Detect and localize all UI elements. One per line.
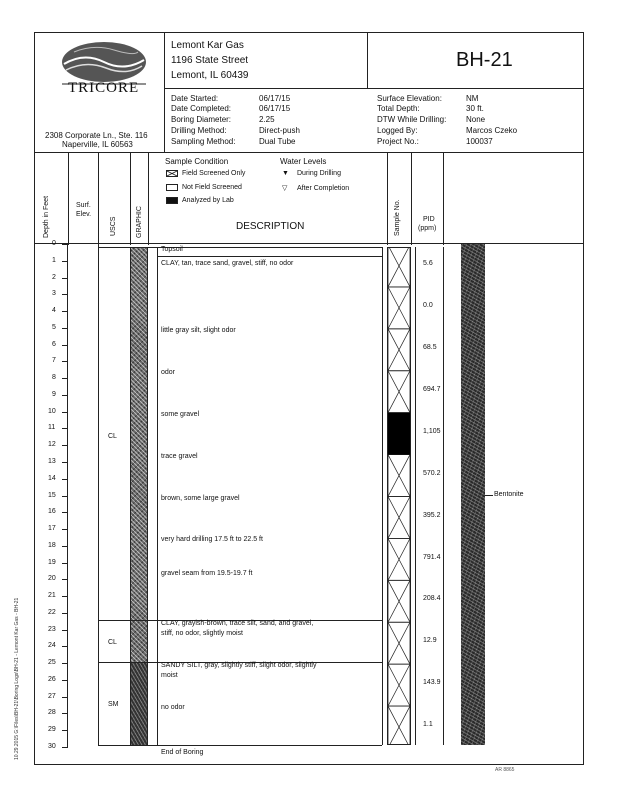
detail-label: Date Completed: (171, 104, 232, 113)
depth-tick-mark (62, 747, 67, 748)
description-text: odor (161, 368, 176, 376)
address-line1: 2308 Corporate Ln., Ste. 116 (45, 131, 148, 140)
sample-interval (388, 580, 410, 622)
depth-tick-label: 12 (48, 441, 56, 449)
pid-unit-header: (ppm) (418, 225, 437, 232)
legend-during-drilling: During Drilling (297, 170, 341, 177)
description-text: moist (161, 672, 178, 680)
pid-value: 12.9 (423, 637, 437, 645)
boring-id: BH-21 (456, 49, 513, 71)
depth-tick-mark (62, 730, 67, 731)
legend-water-title: Water Levels (280, 157, 327, 166)
depth-tick-label: 24 (48, 642, 56, 650)
detail-value: Direct-push (259, 126, 300, 135)
legend-not-screened: Not Field Screened (182, 184, 242, 191)
depth-tick-label: 18 (48, 541, 56, 549)
side-note: 10.29.2015 G:\Files\BH-21\Boring Logs\BH-21 - Lemont Kar Gas - BH-21 (14, 597, 20, 760)
sample-interval (388, 664, 410, 706)
depth-tick-label: 8 (52, 374, 56, 382)
sample-interval (388, 538, 410, 580)
logo-text: TRICORE (68, 80, 140, 96)
detail-value: Marcos Czeko (466, 126, 518, 135)
depth-tick-label: 28 (48, 709, 56, 717)
detail-label: Drilling Method: (171, 126, 227, 135)
sample-no-header: Sample No. (394, 199, 401, 236)
log-top-line (98, 247, 382, 248)
depth-tick-label: 17 (48, 525, 56, 533)
description-left-line (157, 247, 158, 745)
pid-value: 5.6 (423, 260, 433, 268)
field-screened-swatch (166, 170, 178, 177)
depth-tick-mark (62, 563, 67, 564)
depth-tick-label: 5 (52, 323, 56, 331)
description-text: stiff, no odor, slightly moist (161, 630, 243, 638)
description-text: CLAY, grayish-brown, trace silt, sand, and gravel, (161, 620, 314, 628)
uscs-code: CL (108, 432, 117, 440)
depth-tick-mark (62, 646, 67, 647)
sample-interval (388, 371, 410, 413)
not-screened-swatch (166, 184, 178, 191)
depth-tick-label: 10 (48, 407, 56, 415)
pid-header: PID (423, 216, 435, 223)
depth-tick-mark (62, 663, 67, 664)
depth-tick-label: 21 (48, 592, 56, 600)
depth-tick-mark (62, 680, 67, 681)
footer-marks: AR 8865 (495, 767, 515, 773)
depth-tick-mark (62, 345, 67, 346)
depth-tick-label: 26 (48, 675, 56, 683)
depth-tick-label: 27 (48, 692, 56, 700)
depth-tick-label: 20 (48, 575, 56, 583)
sample-interval (388, 706, 410, 744)
depth-tick-label: 2 (52, 273, 56, 281)
site-city: Lemont, IL 60439 (171, 70, 249, 81)
col-divider (98, 152, 99, 745)
depth-tick-mark (62, 697, 67, 698)
depth-tick-mark (62, 311, 67, 312)
description-text: CLAY, tan, trace sand, gravel, stiff, no odor (161, 259, 294, 267)
col-divider (68, 152, 69, 245)
legend-sample-title: Sample Condition (165, 157, 229, 166)
pid-value: 208.4 (423, 595, 441, 603)
detail-value: None (466, 115, 486, 124)
bentonite-label: Bentonite (494, 491, 524, 498)
detail-label: Logged By: (377, 126, 418, 135)
surf-header: Surf. (76, 202, 91, 209)
depth-tick-mark (62, 546, 67, 547)
depth-tick-label: 23 (48, 625, 56, 633)
depth-tick-label: 16 (48, 508, 56, 516)
detail-value: 100037 (466, 137, 493, 146)
depth-tick-mark (62, 479, 67, 480)
description-right-line (382, 247, 383, 745)
pid-value: 1.1 (423, 721, 433, 729)
log-bottom-line (98, 745, 382, 746)
depth-tick-mark (62, 630, 67, 631)
depth-tick-mark (62, 278, 67, 279)
sample-interval (388, 329, 410, 371)
description-text: brown, some large gravel (161, 494, 240, 502)
detail-value: NM (466, 94, 479, 103)
depth-tick-mark (62, 529, 67, 530)
sample-column (387, 247, 411, 745)
detail-label: Boring Diameter: (171, 115, 232, 124)
depth-tick-label: 25 (48, 659, 56, 667)
depth-tick-mark (62, 596, 67, 597)
description-text: End of Boring (161, 749, 204, 757)
col-divider (411, 152, 412, 245)
depth-tick-mark (62, 579, 67, 580)
sample-interval (388, 455, 410, 497)
analyzed-sample-block (388, 413, 410, 455)
soil-graphic-silt (130, 662, 148, 745)
graphic-header: GRAPHIC (136, 206, 143, 238)
depth-tick-mark (62, 496, 67, 497)
elev-header: Elev. (76, 211, 92, 218)
description-text: Topsoil (161, 246, 183, 254)
bentonite-fill (461, 244, 485, 745)
depth-tick-label: 0 (52, 240, 56, 247)
sample-interval (388, 497, 410, 539)
depth-tick-label: 15 (48, 491, 56, 499)
description-text: SANDY SILT, gray, slightly stiff, slight odor, slightly (161, 662, 317, 670)
pid-value: 68.5 (423, 343, 437, 351)
pid-right-line (443, 247, 444, 745)
col-divider (387, 152, 388, 245)
logo-divider (164, 32, 165, 152)
address-line2: Naperville, IL 60563 (62, 140, 133, 149)
description-text: no odor (161, 704, 185, 712)
sample-interval (388, 287, 410, 329)
detail-label: DTW While Drilling: (377, 115, 447, 124)
depth-tick-mark (62, 512, 67, 513)
depth-tick-mark (62, 395, 67, 396)
col-divider (148, 152, 149, 245)
description-text: very hard drilling 17.5 ft to 22.5 ft (161, 536, 263, 544)
pid-value: 1,105 (423, 427, 441, 435)
detail-value: 2.25 (259, 115, 275, 124)
depth-tick-label: 9 (52, 390, 56, 398)
uscs-code: CL (108, 639, 117, 647)
description-text: little gray silt, slight odor (161, 326, 236, 334)
depth-tick-mark (62, 462, 67, 463)
column-header-line (34, 243, 584, 244)
depth-tick-mark (62, 294, 67, 295)
col-divider (130, 152, 131, 245)
analyzed-swatch (166, 197, 178, 204)
depth-tick-label: 3 (52, 290, 56, 298)
uscs-code: SM (108, 701, 119, 709)
sample-intervals (388, 248, 410, 744)
depth-tick-mark (62, 412, 67, 413)
depth-tick-mark (62, 613, 67, 614)
depth-tick-label: 1 (52, 256, 56, 264)
depth-tick-label: 6 (52, 340, 56, 348)
description-text: gravel seam from 19.5-19.7 ft (161, 569, 253, 577)
depth-tick-label: 30 (48, 743, 56, 750)
legend-after-completion: After Completion (297, 185, 350, 192)
pid-value: 570.2 (423, 469, 441, 477)
pid-left-line (415, 247, 416, 745)
down-triangle-icon: ▼ (282, 170, 289, 177)
header-divider (164, 88, 584, 89)
detail-value: Dual Tube (259, 137, 296, 146)
depth-tick-label: 4 (52, 307, 56, 315)
description-header: DESCRIPTION (236, 221, 305, 232)
detail-value: 30 ft. (466, 104, 484, 113)
site-name: Lemont Kar Gas (171, 40, 244, 51)
detail-label: Date Started: (171, 94, 219, 103)
detail-label: Total Depth: (377, 104, 420, 113)
depth-tick-label: 29 (48, 726, 56, 734)
detail-value: 06/17/15 (259, 94, 291, 103)
sample-interval (388, 622, 410, 664)
site-street: 1196 State Street (171, 55, 249, 66)
depth-tick-mark (62, 713, 67, 714)
depth-tick-label: 19 (48, 558, 56, 566)
depth-header: Depth in Feet (43, 195, 50, 238)
header-bottom-line (34, 152, 584, 153)
depth-tick-mark (62, 428, 67, 429)
sample-interval (388, 248, 410, 287)
col-divider (443, 152, 444, 245)
detail-label: Sampling Method: (171, 137, 236, 146)
depth-tick-label: 7 (52, 357, 56, 365)
pid-value: 395.2 (423, 511, 441, 519)
detail-value: 06/17/15 (259, 104, 291, 113)
pid-value: 143.9 (423, 679, 441, 687)
pid-value: 694.7 (423, 385, 441, 393)
topsoil-line (157, 256, 382, 257)
detail-label: Project No.: (377, 137, 419, 146)
depth-tick-mark (62, 261, 67, 262)
pid-value: 0.0 (423, 302, 433, 310)
description-text: some gravel (161, 410, 200, 418)
description-text: trace gravel (161, 452, 198, 460)
down-triangle-outline-icon: ▽ (282, 185, 288, 192)
detail-label: Surface Elevation: (377, 94, 442, 103)
depth-tick-label: 22 (48, 608, 56, 616)
title-divider (367, 32, 368, 88)
depth-tick-label: 14 (48, 474, 56, 482)
depth-tick-mark (62, 244, 67, 245)
depth-axis (67, 243, 68, 748)
depth-tick-mark (62, 445, 67, 446)
depth-tick-mark (62, 361, 67, 362)
pid-value: 791.4 (423, 553, 441, 561)
legend-field-screened: Field Screened Only (182, 170, 246, 177)
depth-tick-mark (62, 328, 67, 329)
depth-tick-label: 11 (48, 424, 56, 432)
depth-tick-label: 13 (48, 457, 56, 465)
depth-tick-mark (62, 378, 67, 379)
bentonite-leader (485, 495, 493, 496)
uscs-header: USCS (110, 216, 117, 236)
legend-analyzed: Analyzed by Lab (182, 197, 234, 204)
